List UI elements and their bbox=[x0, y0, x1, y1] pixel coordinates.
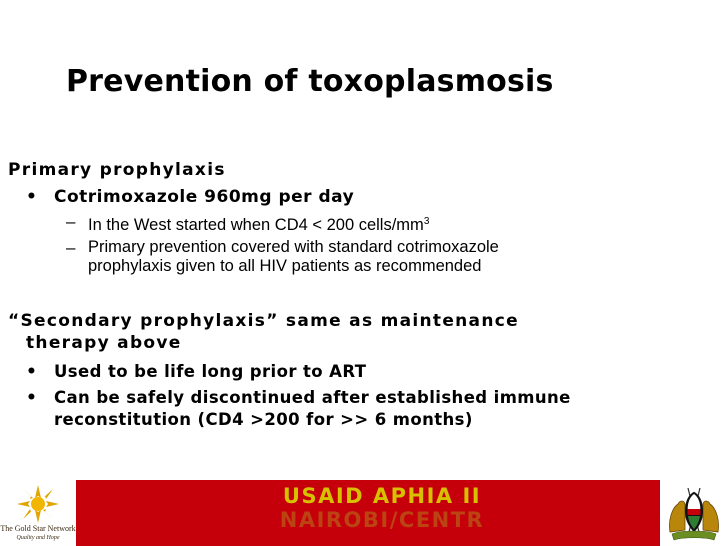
primary-sub-2-line-2: prophylaxis given to all HIV patients as recommended bbox=[88, 257, 482, 275]
kenya-coat-of-arms-logo bbox=[660, 480, 728, 546]
footer-text bbox=[262, 484, 502, 532]
gold-star-network-logo bbox=[0, 480, 76, 546]
bullet-marker: • bbox=[26, 187, 37, 207]
secondary-heading-line-1: “Secondary prophylaxis” same as maintenance bbox=[8, 311, 519, 331]
secondary-bullet-2-line-2: reconstitution (CD4 >200 for >> 6 months) bbox=[54, 410, 473, 429]
kenya-coat-of-arms-icon bbox=[666, 482, 722, 544]
primary-sub-1-sup: 3 bbox=[423, 216, 430, 227]
primary-heading: Primary prophylaxis bbox=[8, 160, 226, 180]
primary-bullet: Cotrimoxazole 960mg per day bbox=[54, 187, 355, 207]
secondary-bullet-1: Used to be life long prior to ART bbox=[54, 362, 367, 381]
secondary-bullet-2-line-1: Can be safely discontinued after established immune bbox=[54, 388, 571, 407]
footer-line-2: NAIROBI/CENTR bbox=[279, 508, 485, 532]
primary-sub-1-text: In the West started when CD4 < 200 cells/mm bbox=[88, 216, 424, 234]
primary-sub-2-line-1: Primary prevention covered with standard cotrimoxazole bbox=[88, 238, 499, 256]
secondary-heading-line-2: therapy above bbox=[26, 333, 182, 353]
dash-marker: – bbox=[66, 238, 76, 257]
gold-star-sun-icon bbox=[16, 484, 60, 524]
footer-band bbox=[0, 480, 728, 546]
dash-marker: – bbox=[66, 212, 76, 231]
footer-line-1: USAID APHIA II bbox=[282, 484, 482, 508]
bullet-marker: • bbox=[26, 388, 37, 408]
left-logo-name: The Gold Star Network bbox=[0, 524, 76, 533]
left-logo-tagline: Quality and Hope bbox=[16, 535, 60, 541]
bullet-marker: • bbox=[26, 362, 37, 382]
slide-title: Prevention of toxoplasmosis bbox=[66, 64, 554, 99]
primary-sub-1 bbox=[88, 212, 429, 235]
